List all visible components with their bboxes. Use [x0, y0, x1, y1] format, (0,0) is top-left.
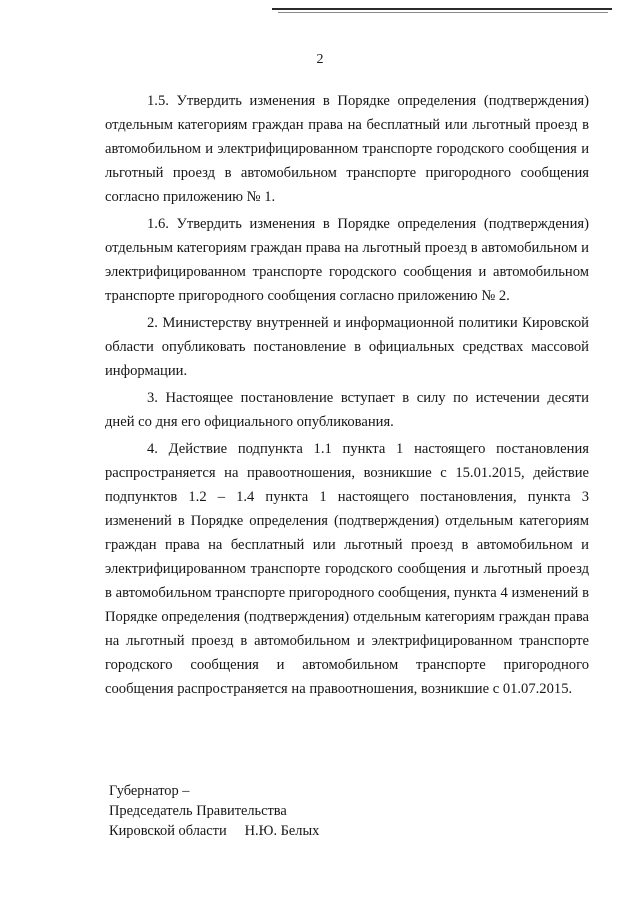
paragraph-2: 2. Министерству внутренней и информационной политики Кировской области опубликовать постановление в официальных средствах массовой информации. [105, 315, 589, 379]
signatory-position: Председатель Правительства [109, 803, 287, 819]
scan-top-rule-faint [278, 12, 608, 13]
scan-top-rule [272, 8, 612, 10]
paragraph-4: 4. Действие подпункта 1.1 пункта 1 настоящего постановления распространяется на правоотношения, возникшие с 15.01.2015, действие подпунктов 1.2 – 1.4 пункта 1 настоящего постановления, пункта 3 изменений в Порядке определения (подтверждения) отдельным категориям граждан права на бесплатный или льготный проезд в автомобильном и электрифицированном транспорте городского сообщения и льготный проезд в автомобильном транспорте пригородного сообщения, пункта 4 изменений в Порядке определения (подтверждения) отдельным категориям граждан права на льготный проезд в автомобильном и электрифицированном транспорте городского сообщения и автомобильном транспорте пригородного сообщения распространяется на правоотношения, возникшие с 01.07.2015. [105, 441, 589, 697]
paragraph-1-6: 1.6. Утвердить изменения в Порядке определения (подтверждения) отдельным категориям граждан права на льготный проезд в автомобильном и электрифицированном транспорте городского сообщения и автомобильном транспорте пригородного сообщения согласно приложению № 2. [105, 216, 589, 304]
paragraph-3: 3. Настоящее постановление вступает в силу по истечении десяти дней со дня его официального опубликования. [105, 390, 589, 430]
paragraph-1-5: 1.5. Утвердить изменения в Порядке определения (подтверждения) отдельным категориям граждан права на бесплатный или льготный проезд в автомобильном и электрифицированном транспорте городского сообщения и льготный проезд в автомобильном транспорте пригородного сообщения согласно приложению № 1. [105, 93, 589, 205]
page-number: 2 [316, 52, 324, 67]
signature-block [109, 781, 509, 841]
signatory-title: Губернатор – [109, 783, 190, 799]
signatory-region: Кировской области [109, 823, 227, 839]
signatory-name: Н.Ю. Белых [244, 823, 320, 839]
document-body [105, 89, 589, 701]
signatory-region-line [109, 821, 509, 841]
